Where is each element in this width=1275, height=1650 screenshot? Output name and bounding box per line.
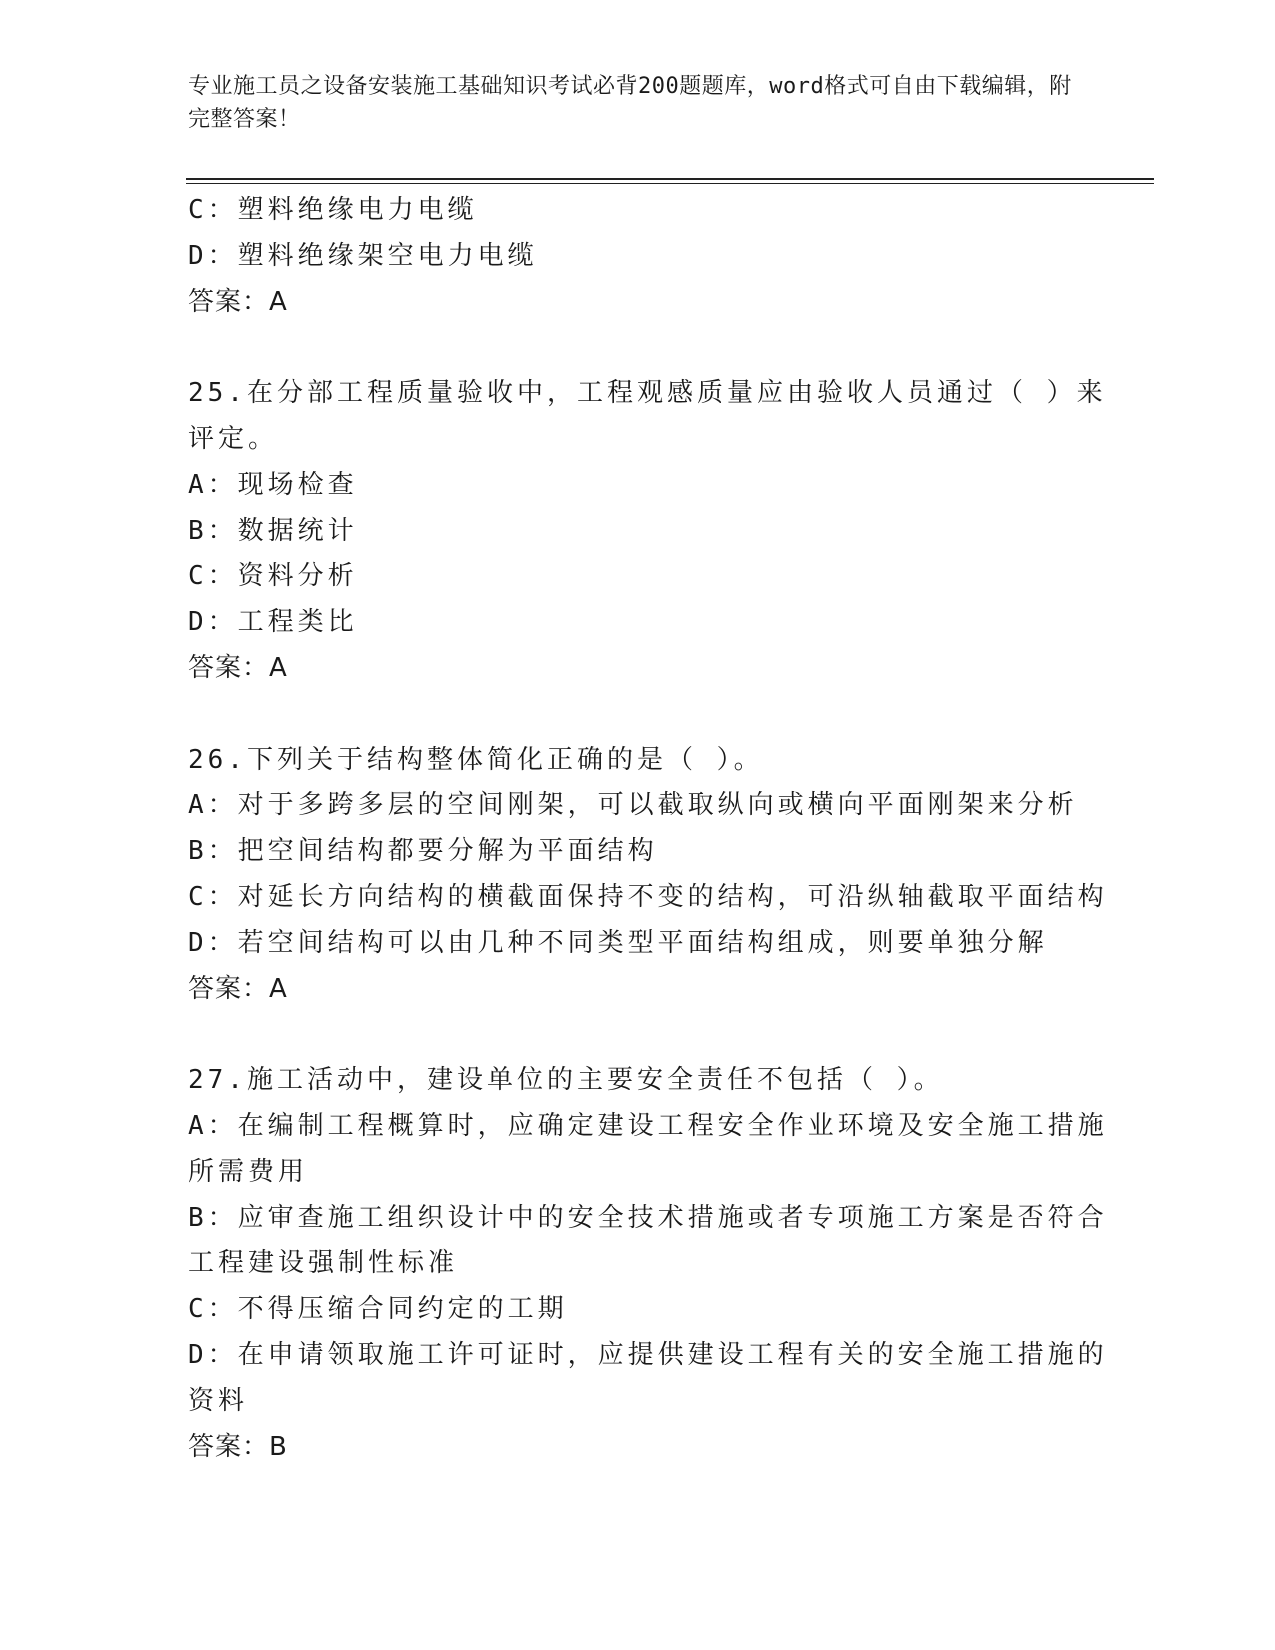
page-header — [188, 70, 1088, 136]
answer: 答案：B — [188, 1431, 288, 1462]
option-c: C：对延长方向结构的横截面保持不变的结构，可沿纵轴截取平面结构 — [188, 881, 1108, 912]
option-d-cont: 资料 — [188, 1385, 249, 1416]
option-d: D：若空间结构可以由几种不同类型平面结构组成，则要单独分解 — [188, 927, 1048, 958]
option-a: A：在编制工程概算时，应确定建设工程安全作业环境及安全施工措施 — [188, 1110, 1108, 1141]
answer: 答案：A — [188, 973, 288, 1004]
option-d: D：塑料绝缘架空电力电缆 — [188, 240, 538, 271]
answer: 答案：A — [188, 652, 288, 683]
header-divider — [186, 178, 1154, 184]
option-c: C：资料分析 — [188, 561, 358, 592]
question-27-stem: 27.施工活动中，建设单位的主要安全责任不包括（ ）。 — [188, 1065, 944, 1096]
spacer — [188, 1012, 1088, 1058]
spacer — [188, 325, 1088, 371]
header-title: 专业施工员之设备安装施工基础知识考试必背200题题库，word格式可自由下载编辑，附完整答案！ — [188, 74, 1072, 132]
question-list — [188, 188, 1108, 1470]
option-c: C：塑料绝缘电力电缆 — [188, 195, 478, 225]
option-b-cont: 工程建设强制性标准 — [188, 1248, 459, 1279]
question-25-stem: 25.在分部工程质量验收中，工程观感质量应由验收人员通过（ ）来 — [188, 378, 1107, 409]
spacer — [188, 692, 1088, 738]
option-b: B：应审查施工组织设计中的安全技术措施或者专项施工方案是否符合 — [188, 1202, 1108, 1233]
question-26-stem: 26.下列关于结构整体简化正确的是（ ）。 — [188, 744, 764, 775]
question-25-stem-cont: 评定。 — [188, 423, 279, 454]
option-c: C：不得压缩合同约定的工期 — [188, 1294, 568, 1325]
option-a: A：对于多跨多层的空间刚架，可以截取纵向或横向平面刚架来分析 — [188, 790, 1078, 821]
option-b: B：把空间结构都要分解为平面结构 — [188, 836, 658, 867]
option-a-cont: 所需费用 — [188, 1156, 309, 1187]
option-d: D：工程类比 — [188, 607, 358, 638]
option-d: D：在申请领取施工许可证时，应提供建设工程有关的安全施工措施的 — [188, 1339, 1108, 1370]
option-a: A：现场检查 — [188, 469, 358, 500]
option-b: B：数据统计 — [188, 515, 358, 546]
answer: 答案：A — [188, 286, 288, 317]
